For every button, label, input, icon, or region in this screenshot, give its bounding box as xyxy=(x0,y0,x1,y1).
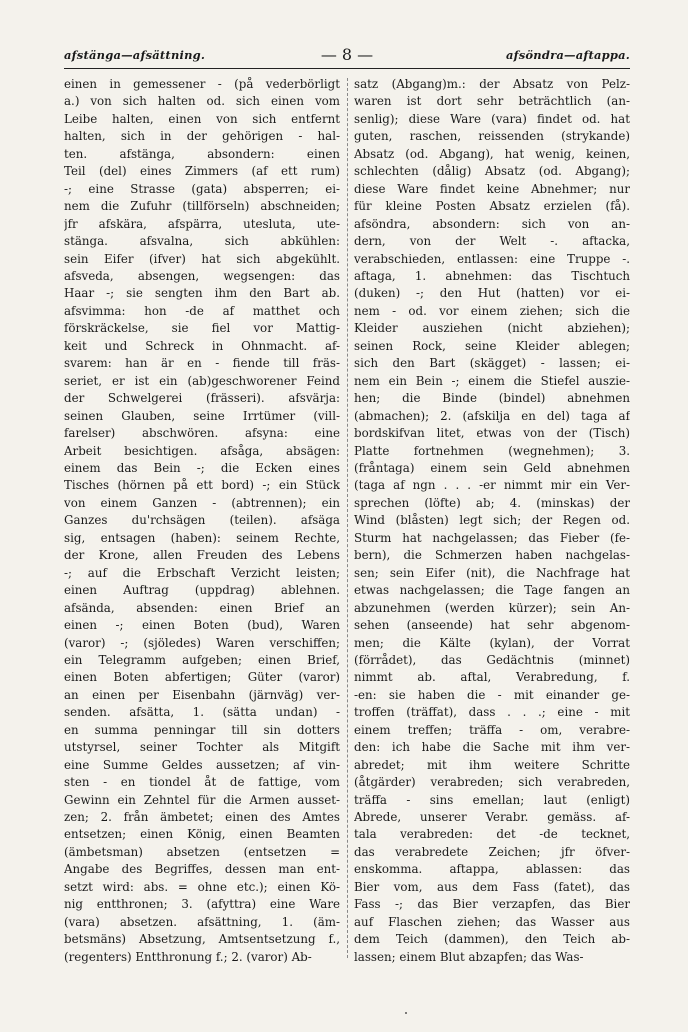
text-line: Kleider ausziehen (nicht abziehen); xyxy=(354,321,630,336)
text-line: abredet; mit ihm weitere Schritte xyxy=(354,757,630,772)
header-right-guideword: afsöndra—aftappa. xyxy=(505,48,630,62)
text-line: -; eine Strasse (gata) absperren; ei- xyxy=(64,181,340,196)
text-line: den: ich habe die Sache mit ihm ver- xyxy=(354,740,630,755)
text-line: von einem Ganzen - (abtrennen); ein xyxy=(64,495,340,510)
text-line: der Krone, allen Freuden des Lebens xyxy=(64,548,340,563)
text-line: einen in gemessener - (på vederbörligt xyxy=(64,77,340,91)
text-line: halten, sich in der gehörigen - hal- xyxy=(64,129,340,144)
text-line: ten. afstänga, absondern: einen xyxy=(64,146,340,161)
text-line: einen -; einen Boten (bud), Waren xyxy=(64,618,340,633)
text-line: sprechen (löfte) ab; 4. (minskas) der xyxy=(354,495,630,510)
text-line: (vara) absetzen. afsättning, 1. (äm- xyxy=(64,914,340,929)
text-line: keit und Schreck in Ohnmacht. af- xyxy=(64,338,340,353)
text-line: Absatz (od. Abgang), hat wenig, keinen, xyxy=(354,146,630,161)
text-line: einem das Bein -; die Ecken eines xyxy=(64,460,340,475)
text-line: (ämbetsman) absetzen (entsetzen = xyxy=(64,844,340,859)
text-line: dem Teich (dammen), den Teich ab- xyxy=(354,932,630,947)
text-line: Haar -; sie sengten ihm den Bart ab. xyxy=(64,286,340,301)
text-line: Abrede, unserer Verabr. gemäss. af- xyxy=(354,810,630,825)
text-line: sig, entsagen (haben): seinem Rechte, xyxy=(64,530,340,545)
text-line: stänga. afsvalna, sich abkühlen: xyxy=(64,234,340,249)
text-line: etwas nachgelassen; die Tage fangen an xyxy=(354,583,630,598)
text-line: Fass -; das Bier verzapfen, das Bier xyxy=(354,897,630,912)
text-line: sehen (anseende) hat sehr abgenom- xyxy=(354,618,630,633)
dictionary-page xyxy=(64,45,630,964)
text-line: einen Boten abfertigen; Güter (varor) xyxy=(64,670,340,685)
text-line: farelser) abschwören. afsyna: eine xyxy=(64,426,340,441)
text-line: förskräckelse, sie fiel vor Mattig- xyxy=(64,321,340,336)
text-line: schlechten (dålig) Absatz (od. Abgang); xyxy=(354,164,630,179)
speck-mark xyxy=(405,1012,407,1014)
text-line: Leibe halten, einen von sich entfernt xyxy=(64,111,340,126)
text-line: setzt wird: abs. = ohne etc.); einen Kö- xyxy=(64,879,340,894)
text-line: sten - en tiondel åt de fattige, vom xyxy=(64,775,340,790)
text-line: das verabredete Zeichen; jfr öfver- xyxy=(354,844,630,859)
text-line: men; die Kälte (kylan), der Vorrat xyxy=(354,635,630,650)
text-line: seinen Glauben, seine Irrtümer (vill- xyxy=(64,408,340,423)
text-line: eine Summe Geldes aussetzen; af vin- xyxy=(64,757,340,772)
text-line: aftaga, 1. abnehmen: das Tischtuch xyxy=(354,268,630,283)
text-line: nimmt ab. aftal, Verabredung, f. xyxy=(354,670,630,685)
text-line: jfr afskära, afspärra, utesluta, ute- xyxy=(64,216,340,231)
right-column xyxy=(354,76,630,966)
text-line: verabschieden, entlassen: eine Truppe -. xyxy=(354,251,630,266)
text-line: betsmäns) Absetzung, Amtsentsetzung f., xyxy=(64,932,340,947)
text-line: sen; sein Eifer (nit), die Nachfrage hat xyxy=(354,565,630,580)
text-line: Tisches (hörnen på ett bord) -; ein Stück xyxy=(64,478,340,493)
text-line: nem - od. vor einem ziehen; sich die xyxy=(354,303,630,318)
text-line: a.) von sich halten od. sich einen vom xyxy=(64,94,340,109)
text-line: bordskifvan litet, etwas von der (Tisch) xyxy=(354,426,630,441)
text-line: Sturm hat nachgelassen; das Fieber (fe- xyxy=(354,530,630,545)
text-line: waren ist dort sehr beträchtlich (an- xyxy=(354,94,630,109)
text-line: (taga af ngn . . . -er nimmt mir ein Ver- xyxy=(354,478,630,493)
text-line: (förrådet), das Gedächtnis (minnet) xyxy=(354,652,630,667)
text-line: senden. afsätta, 1. (sätta undan) - xyxy=(64,705,340,720)
text-line: entsetzen; einen König, einen Beamten xyxy=(64,827,340,842)
text-line: en summa penningar till sin dotters xyxy=(64,722,340,737)
text-line: -; auf die Erbschaft Verzicht leisten; xyxy=(64,565,340,580)
text-line: abzunehmen (werden kürzer); sein An- xyxy=(354,600,630,615)
text-line: auf Flaschen ziehen; das Wasser aus xyxy=(354,914,630,929)
text-line: troffen (träffat), dass . . .; eine - mit xyxy=(354,705,630,720)
text-line: Arbeit besichtigen. afsåga, absägen: xyxy=(64,443,340,458)
text-line: (regenters) Entthronung f.; 2. (varor) Ab- xyxy=(64,949,312,964)
text-line: Angabe des Begriffes, dessen man ent- xyxy=(64,862,340,877)
page-number: — 8 — xyxy=(320,45,374,64)
text-line: für kleine Posten Absatz erzielen (få). xyxy=(354,199,630,214)
text-line: satz (Abgang)m.: der Absatz von Pelz- xyxy=(354,77,630,91)
text-line: lassen; einem Blut abzapfen; das Was- xyxy=(354,949,584,964)
text-line: der Schwelgerei (frässeri). afsvärja: xyxy=(64,391,340,406)
text-line: (duken) -; den Hut (hatten) vor ei- xyxy=(354,286,630,301)
text-line: utstyrsel, seiner Tochter als Mitgift xyxy=(64,740,340,755)
text-line: nem ein Bein -; einem die Stiefel auszie- xyxy=(354,373,630,388)
text-line: Teil (del) eines Zimmers (af ett rum) xyxy=(64,164,340,179)
text-line: (fråntaga) einem sein Geld abnehmen xyxy=(354,460,630,475)
text-line: afsveda, absengen, wegsengen: das xyxy=(64,268,340,283)
text-line: (varor) -; (sjöledes) Waren verschiffen; xyxy=(64,635,340,650)
text-line: tala verabreden: det -de tecknet, xyxy=(354,827,630,842)
text-line: enskomma. aftappa, ablassen: das xyxy=(354,862,630,877)
left-column xyxy=(64,76,340,966)
column-divider xyxy=(347,78,348,958)
text-line: (åtgärder) verabreden; sich verabreden, xyxy=(354,775,630,790)
text-line: nig entthronen; 3. (afyttra) eine Ware xyxy=(64,897,340,912)
text-line: träffa - sins emellan; laut (enligt) xyxy=(354,792,630,807)
text-line: sein Eifer (ifver) hat sich abgekühlt. xyxy=(64,251,340,266)
text-line: hen; die Binde (bindel) abnehmen xyxy=(354,391,630,406)
text-line: Ganzes du'rchsägen (teilen). afsäga xyxy=(64,513,340,528)
text-line: senlig); diese Ware (vara) findet od. hat xyxy=(354,111,630,126)
text-line: ein Telegramm aufgeben; einen Brief, xyxy=(64,652,340,667)
text-line: Bier vom, aus dem Fass (fatet), das xyxy=(354,879,630,894)
text-line: zen; 2. från ämbetet; einen des Amtes xyxy=(64,810,340,825)
text-line: afsöndra, absondern: sich von an- xyxy=(354,216,630,231)
text-line: einem treffen; träffa - om, verabre- xyxy=(354,722,630,737)
text-line: diese Ware findet keine Abnehmer; nur xyxy=(354,181,630,196)
text-line: dern, von der Welt -. aftacka, xyxy=(354,234,630,249)
text-line: afsända, absenden: einen Brief an xyxy=(64,600,340,615)
header-left-guideword: afstänga—afsättning. xyxy=(64,48,206,62)
text-line: (abmachen); 2. (afskilja en del) taga af xyxy=(354,408,630,423)
text-line: Wind (blåsten) legt sich; der Regen od. xyxy=(354,513,630,528)
text-line: Gewinn ein Zehntel für die Armen ausset- xyxy=(64,792,340,807)
text-line: afsvimma: hon -de af matthet och xyxy=(64,303,340,318)
text-line: seriet, er ist ein (ab)geschworener Feind xyxy=(64,373,340,388)
text-line: einen Auftrag (uppdrag) ablehnen. xyxy=(64,583,340,598)
text-line: sich den Bart (skägget) - lassen; ei- xyxy=(354,356,630,371)
text-line: nem die Zufuhr (tillförseln) abschneiden; xyxy=(64,199,340,214)
running-header xyxy=(64,46,630,69)
text-line: bern), die Schmerzen haben nachgelas- xyxy=(354,548,630,563)
text-line: svarem: han är en - fiende till fräs- xyxy=(64,356,340,371)
text-line: an einen per Eisenbahn (järnväg) ver- xyxy=(64,687,340,702)
text-line: -en: sie haben die - mit einander ge- xyxy=(354,687,630,702)
text-line: Platte fortnehmen (wegnehmen); 3. xyxy=(354,443,630,458)
text-line: seinen Rock, seine Kleider ablegen; xyxy=(354,338,630,353)
text-line: guten, raschen, reissenden (strykande) xyxy=(354,129,630,144)
